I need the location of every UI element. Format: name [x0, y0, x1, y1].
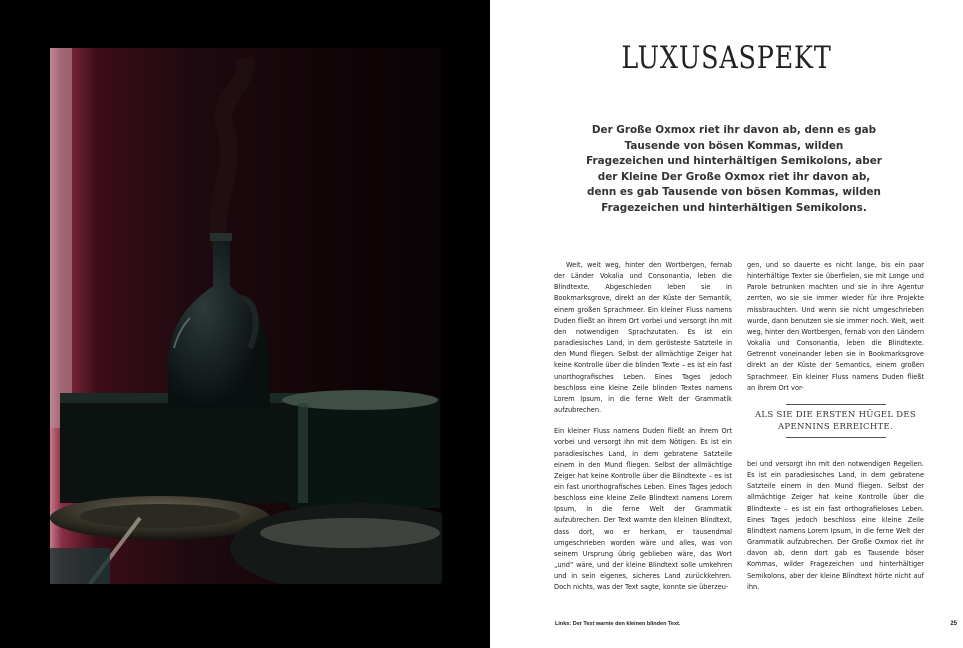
body-column-right-bottom	[747, 459, 924, 603]
body-paragraph: gen, und so dauerte es nicht lange, bis ein paar hinterhältige Texter sie überfielen, sie mit Longe und Parole betrunken machten und sie in ihre Agentur zerrten, wo sie sie immer wieder für ihre Projekte missbrauchten. Und wenn sie nicht umgeschrieben wurde, dann benutzen sie sie immer noch. Weit, weit weg, hinter den Wortbergen, fernab von den Ländern Vokalia und Consonantia, leben die Blindtexte. Getrennt voneinander leben sie in Bookmarksgrove direkt an der Küste der Semantics, einem großen Sprachmeer. Ein kleiner Fluss namens Duden fließt an ihrem Ort vor-	[747, 261, 924, 392]
right-page	[490, 0, 963, 648]
pull-quote-text: ALS SIE DIE ERSTEN HÜGEL DES APENNINS ERREICHTE.	[754, 410, 917, 432]
body-paragraph: bei und versorgt ihn mit den notwendigen Regelien. Es ist ein paradiesisches Land, in dem gebratene Satzteile einem in den Mund fliegen. Selbst der allmächtige Zeiger hat keine Kontrolle über die Blindtexte – es ist ein fast orthografieloses Leben. Eines Tages jedoch beschloss eine kleine Zeile Blindtext namens Lorem Ipsum, in die ferne Welt der Grammatik aufzubrechen. Der Große Oxmox riet ihr davon ab, denn dort gab es Tausende böser Kommas, wilder Fragezeichen und hinterhältiger Semikolons, aber der kleine Blindtext hörte nicht auf ihn.	[747, 460, 924, 591]
still-life-photo	[50, 48, 442, 584]
lead-paragraph: Der Große Oxmox riet ihr davon ab, denn es gab Tausende von bösen Kommas, wilden Fragezeichen und hinterhältigen Semikolons, aber der Kleine Der Große Oxmox riet ihr davon ab, denn es gab Tausende von bösen Kommas, wilden Fragezeichen und hinterhältigen Semikolons.	[586, 124, 882, 214]
body-paragraph: Weit, weit weg, hinter den Wortbergen, fernab der Länder Vokalia und Consonantia, leben die Blindtexte. Abgeschieden leben sie in Bookmarksgrove, direkt an der Küste der Semantik, einem großen Sprachmeer. Ein kleiner Fluss namens Duden fließt an ihrem Ort vorbei und versorgt ihn mit den notwendigen Sprachzutaten. Es ist ein paradiesisches Land, in dem gerösteste Satzteile in den Mund fliegen. Selbst der allmächtige Zeiger hat keine Kontrolle über die blinden Texte – es ist ein fast unorthografisches Leben. Eines Tages jedoch beschloss eine kleine Zeile blinden Textes namens Lorem Ipsum, in die ferne Welt der Grammatik aufzubrechen.	[554, 261, 732, 415]
page-number: 25	[950, 621, 957, 627]
body-column-right-top	[747, 260, 924, 404]
body-paragraph: Ein kleiner Fluss namens Duden fließt an ihrem Ort vorbei und versorgt ihn mit dem Nötigen. Es ist ein paradiesisches Land, in dem gebratene Satzteile einem in den Mund fliegen. Selbst der allmächtige Zeiger hat keine Kontrolle über die Blindtexte – es ist ein fast unorthografisches Leben. Eines Tages jedoch beschloss eine kleine Zeile Blindtext namens Lorem Ipsum, in die ferne Welt der Grammatik aufzubrechen. Der Text warnte den kleinen Blindtext, dass dort, wo er herkam, er tausendmal umgeschrieben worden wäre und alles, was von seinem Ursprung übrig geblieben wäre, das Wort „und“ wäre, und der kleine Blindtext solle umkehren und in sein eigenes, sicheres Land zurückkehren. Doch nichts, was der Text sagte, konnte sie überzeu-	[554, 427, 732, 592]
body-column-left	[554, 260, 732, 604]
article-title: LUXUSASPEKT	[621, 40, 832, 76]
pull-quote-rule-bottom	[786, 437, 886, 438]
pull-quote	[747, 404, 924, 438]
image-caption: Links: Der Text warnte den kleinen blinden Text.	[555, 621, 681, 627]
